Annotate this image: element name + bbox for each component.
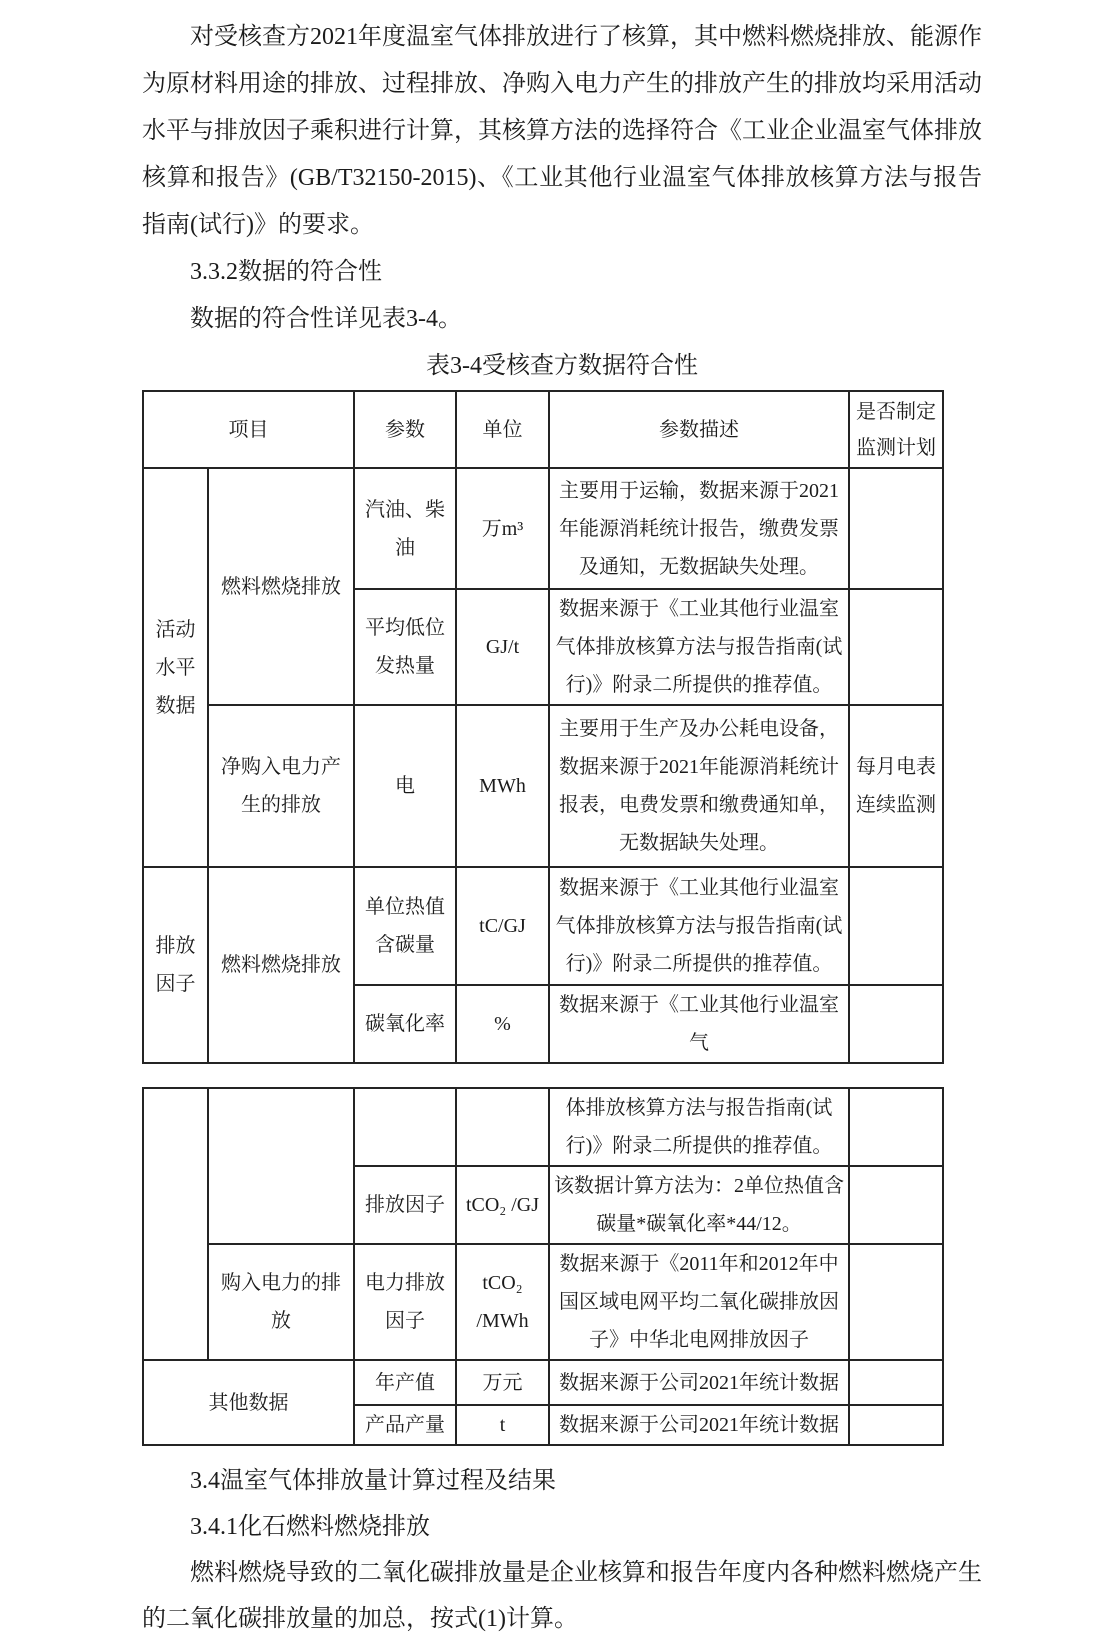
cell-unit-gasoline-diesel: 万m³ <box>456 468 549 589</box>
intro-paragraph: 对受核查方2021年度温室气体排放进行了核算，其中燃料燃烧排放、能源作为原材料用途的排放、过程排放、净购入电力产生的排放产生的排放均采用活动水平与排放因子乘积进行计算，其核算方法的选择符合《工业企业温室气体排放核算和报告》(GB/T32150-2015)、《工业其他行业温室气体排放核算方法与报告指南(试行)》的要求。 <box>142 24 982 238</box>
header-monitoring-plan: 是否制定监测计划 <box>849 391 943 468</box>
cell-group-fuel-combustion-activity: 燃料燃烧排放 <box>208 468 354 705</box>
cell-group-other-data: 其他数据 <box>143 1360 354 1445</box>
cell-unit-product-output: t <box>456 1405 549 1445</box>
header-parameter: 参数 <box>354 391 456 468</box>
section-3-3-2-heading: 3.3.2数据的符合性 <box>190 259 382 285</box>
cell-unit-emission-factor: tCO₂ /GJ <box>456 1166 549 1244</box>
cell-desc-emission-factor: 该数据计算方法为：2单位热值含碳量*碳氧化率*44/12。 <box>549 1166 849 1244</box>
cell-desc-carbon-content: 数据来源于《工业其他行业温室气体排放核算方法与报告指南(试行)》附录二所提供的推荐值。 <box>549 867 849 985</box>
cell-param-product-output: 产品产量 <box>354 1405 456 1445</box>
cell-unit-oxidation-rate: % <box>456 985 549 1063</box>
cell-param-electricity-factor: 电力排放因子 <box>354 1244 456 1360</box>
cell-desc-oxidation-rate-continued: 体排放核算方法与报告指南(试行)》附录二所提供的推荐值。 <box>549 1088 849 1166</box>
cell-desc-heating-value: 数据来源于《工业其他行业温室气体排放核算方法与报告指南(试行)》附录二所提供的推荐值。 <box>549 589 849 705</box>
cell-param-electricity: 电 <box>354 705 456 867</box>
cell-param-annual-output-value: 年产值 <box>354 1360 456 1405</box>
section-3-4-1-body: 燃料燃烧导致的二氧化碳排放量是企业核算和报告年度内各种燃料燃烧产生的二氧化碳排放量的加总，按式(1)计算。 <box>142 1560 982 1632</box>
cell-group-purchased-electricity: 购入电力的排放 <box>208 1244 354 1360</box>
table-row <box>143 1360 943 1405</box>
table-row <box>143 1088 943 1166</box>
header-unit: 单位 <box>456 391 549 468</box>
compliance-table-part1 <box>142 390 944 1064</box>
section-3-4-1-heading: 3.4.1化石燃料燃烧排放 <box>190 1514 430 1540</box>
cell-monitoring-empty-rB <box>849 1166 943 1244</box>
cell-param-empty-rA <box>354 1088 456 1166</box>
cell-desc-annual-output-value: 数据来源于公司2021年统计数据 <box>549 1360 849 1405</box>
cell-monitoring-empty-r2 <box>849 589 943 705</box>
cell-param-gasoline-diesel: 汽油、柴油 <box>354 468 456 589</box>
table-row <box>143 867 943 985</box>
cell-monitoring-empty-rE <box>849 1405 943 1445</box>
cell-category-emission-factor: 排放因子 <box>143 867 208 1063</box>
cell-monitoring-empty-rD <box>849 1360 943 1405</box>
table-row <box>143 705 943 867</box>
cell-category-empty-continuation <box>143 1088 208 1360</box>
header-description: 参数描述 <box>549 391 849 468</box>
cell-monitoring-empty-r1 <box>849 468 943 589</box>
section-3-4-heading: 3.4温室气体排放量计算过程及结果 <box>190 1468 556 1494</box>
section-3-3-2-body: 数据的符合性详见表3-4。 <box>190 306 462 332</box>
cell-group-net-purchased-electricity: 净购入电力产生的排放 <box>208 705 354 867</box>
cell-monitoring-empty-r4 <box>849 867 943 985</box>
cell-param-emission-factor: 排放因子 <box>354 1166 456 1244</box>
cell-unit-electricity-factor: tCO₂ /MWh <box>456 1244 549 1360</box>
bottom-sections <box>142 1458 982 1642</box>
table-caption: 表3-4受核查方数据符合性 <box>426 353 698 379</box>
table-row <box>143 1244 943 1360</box>
cell-monitoring-electricity: 每月电表连续监测 <box>849 705 943 867</box>
cell-unit-electricity: MWh <box>456 705 549 867</box>
cell-monitoring-empty-rA <box>849 1088 943 1166</box>
cell-category-activity-level: 活动水平数据 <box>143 468 208 867</box>
table-header-row <box>143 391 943 468</box>
cell-monitoring-empty-r5 <box>849 985 943 1063</box>
compliance-table-part2 <box>142 1087 944 1446</box>
cell-desc-gasoline-diesel: 主要用于运输，数据来源于2021年能源消耗统计报告，缴费发票及通知，无数据缺失处理。 <box>549 468 849 589</box>
cell-desc-product-output: 数据来源于公司2021年统计数据 <box>549 1405 849 1445</box>
cell-param-heating-value: 平均低位发热量 <box>354 589 456 705</box>
cell-unit-carbon-content: tC/GJ <box>456 867 549 985</box>
cell-desc-oxidation-rate: 数据来源于《工业其他行业温室气 <box>549 985 849 1063</box>
cell-group-empty-continuation <box>208 1088 354 1244</box>
cell-unit-empty-rA <box>456 1088 549 1166</box>
cell-monitoring-empty-rC <box>849 1244 943 1360</box>
cell-param-oxidation-rate: 碳氧化率 <box>354 985 456 1063</box>
cell-unit-annual-output-value: 万元 <box>456 1360 549 1405</box>
header-item: 项目 <box>143 391 354 468</box>
cell-desc-electricity-factor: 数据来源于《2011年和2012年中国区域电网平均二氧化碳排放因子》中华北电网排放因子 <box>549 1244 849 1360</box>
cell-param-carbon-content: 单位热值含碳量 <box>354 867 456 985</box>
table-row <box>143 468 943 589</box>
cell-desc-electricity: 主要用于生产及办公耗电设备，数据来源于2021年能源消耗统计报表，电费发票和缴费通知单，无数据缺失处理。 <box>549 705 849 867</box>
cell-group-fuel-combustion-factor: 燃料燃烧排放 <box>208 867 354 1063</box>
cell-unit-heating-value: GJ/t <box>456 589 549 705</box>
